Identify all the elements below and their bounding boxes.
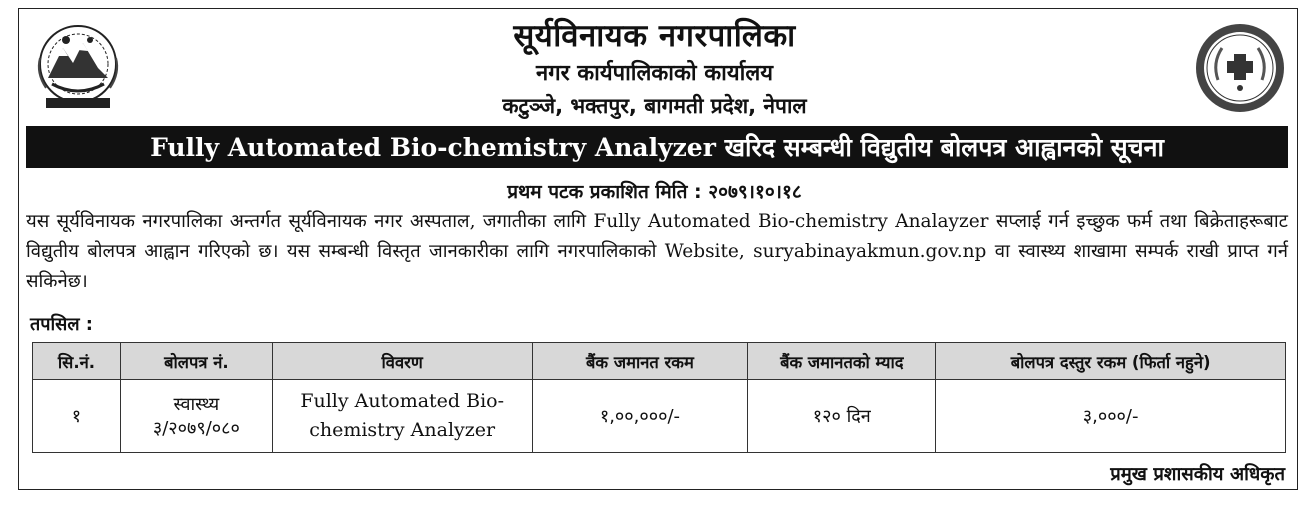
header-bank-guarantee-validity: बैंक जमानतको म्याद: [748, 343, 936, 380]
notice-title-text: Fully Automated Bio-chemistry Analyzer खरिद सम्बन्धी विद्युतीय बोलपत्र आह्वानको सूचना: [150, 133, 1164, 162]
header-description: विवरण: [272, 343, 532, 380]
cell-description: [272, 380, 532, 453]
header-bid-fee: बोलपत्र दस्तुर रकम (फिर्ता नहुने): [936, 343, 1286, 380]
notice-body-paragraph: यस सूर्यविनायक नगरपालिका अन्तर्गत सूर्यविनायक नगर अस्पताल, जगातीका लागि Fully Automated Bio-chemistry Analayzer सप्लाई गर्न इच्छुक फर्म तथा बिक्रेताहरूबाट विद्युतीय बोलपत्र आह्वान गरिएको छ। यस सम्बन्धी विस्तृत जानकारीका लागि नगरपालिकाको Website, suryabinayakmun.gov.np वा स्वास्थ्य शाखामा सम्पर्क राखी प्राप्त गर्न सकिनेछ।: [26, 211, 1288, 292]
cell-guarantee-amount: १,००,०००/-: [532, 380, 748, 453]
cell-bid-no: [120, 380, 272, 453]
header-bid-no: बोलपत्र नं.: [120, 343, 272, 380]
bid-details-table: [32, 342, 1286, 453]
municipality-name-title: सूर्यविनायक नगरपालिका: [513, 18, 796, 54]
published-date: प्रथम पटक प्रकाशित मिति : २०७९।१०।१८: [507, 181, 802, 203]
cell-serial-no: १: [33, 380, 121, 453]
office-name-subtitle: नगर कार्यपालिकाको कार्यालय: [536, 61, 773, 86]
bid-no-line1: स्वास्थ्य: [173, 394, 220, 415]
header-bank-guarantee-amount: बैंक जमानत रकम: [532, 343, 748, 380]
notice-title-banner: [26, 126, 1288, 168]
hospital-seal-logo: [1192, 18, 1288, 118]
header-serial-no: सि.नं.: [33, 343, 121, 380]
table-row: [33, 380, 1286, 453]
description-line1: Fully Automated Bio-: [300, 390, 505, 412]
signatory-title: प्रमुख प्रशासकीय अधिकृत: [1110, 464, 1285, 485]
bid-no-line2: ३/२०७९/०८०: [152, 418, 240, 439]
description-line2: chemistry Analyzer: [309, 419, 496, 441]
cell-bid-fee: ३,०००/-: [936, 380, 1286, 453]
details-label: तपसिल :: [30, 314, 93, 335]
table-header-row: [33, 343, 1286, 380]
municipality-emblem-logo: [28, 18, 128, 118]
office-address: कटुञ्जे, भक्तपुर, बागमती प्रदेश, नेपाल: [502, 94, 807, 118]
cell-guarantee-validity: १२० दिन: [748, 380, 936, 453]
